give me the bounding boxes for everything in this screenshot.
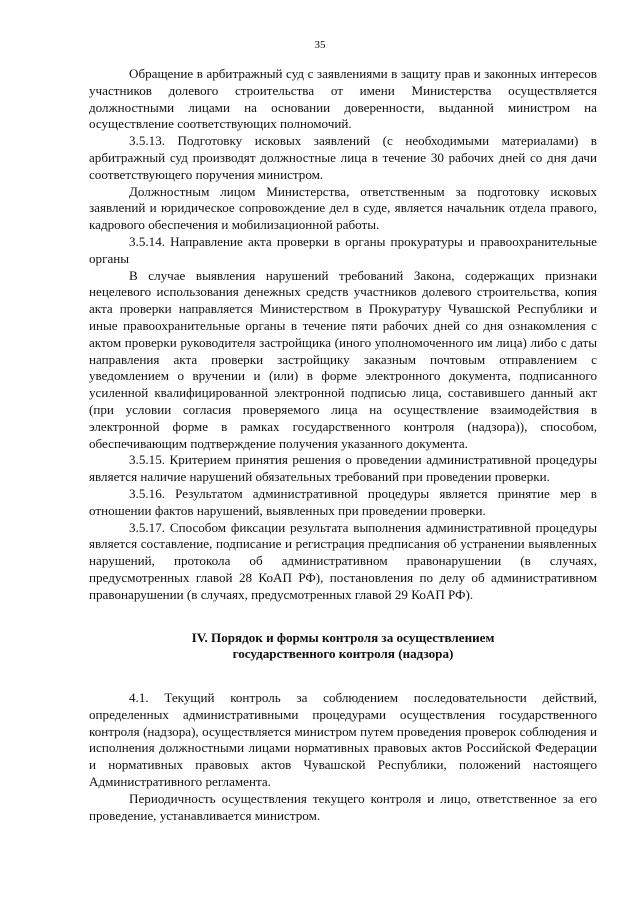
paragraph: Периодичность осуществления текущего контроля и лицо, ответственное за его проведение, устанавливается министром.	[89, 790, 597, 823]
section-title-line: IV. Порядок и формы контроля за осуществлением	[191, 629, 495, 645]
section-title	[89, 630, 597, 664]
paragraph: 3.5.15. Критерием принятия решения о проведении административной процедуры является наличие нарушений обязательных требований при проведении проверки.	[89, 452, 597, 485]
paragraph: Обращение в арбитражный суд с заявлениями в защиту прав и законных интересов участников долевого строительства от имени Министерства осуществляется должностными лицами на основании доверенности, выданной министром на осуществление соответствующих полномочий.	[89, 66, 597, 132]
document-body	[89, 66, 597, 824]
paragraph: 4.1. Текущий контроль за соблюдением последовательности действий, определенных административными процедурами осуществления государственного контроля (надзора), осуществляется министром путем проведения проверок соблюдения и исполнения должностными лицами нормативных правовых актов Российской Федерации и нормативных правовых актов Чувашской Республики, положений настоящего Административного регламента.	[89, 690, 597, 790]
paragraph: Должностным лицом Министерства, ответственным за подготовку исковых заявлений и юридическое сопровождение дел в суде, является начальник отдела правого, кадрового обеспечения и мобилизационной работы.	[89, 183, 597, 233]
paragraph: 3.5.16. Результатом административной процедуры является принятие мер в отношении фактов нарушений, выявленных при проведении проверки.	[89, 485, 597, 518]
page-number: 35	[314, 39, 326, 51]
paragraph: 3.5.17. Способом фиксации результата выполнения административной процедуры является составление, подписание и регистрация предписания об устранении выявленных нарушений, протокола об административном правонарушении (в случаях, предусмотренных главой 28 КоАП РФ), постановления по делу об административном правонарушении (в случаях, предусмотренных главой 29 КоАП РФ).	[89, 519, 597, 602]
section-title-line: государственного контроля (надзора)	[232, 646, 454, 662]
paragraph: 3.5.13. Подготовку исковых заявлений (с необходимыми материалами) в арбитражный суд производят должностные лица в течение 30 рабочих дней со дня дачи соответствующего поручения министром.	[89, 133, 597, 182]
paragraph: В случае выявления нарушений требований Закона, содержащих признаки нецелевого использования денежных средств участников долевого строительства, копия акта проверки направляется Министерством в Прокуратуру Чувашской Республики и иные правоохранительные органы в течение пяти рабочих дней со дня ознакомления с актом проверки руководителя застройщика (иного уполномоченного им лица) либо с даты направления акта проверки застройщику заказным почтовым отправлением с уведомлением о вручении и (или) в форме электронного документа, подписанного усиленной квалифицированной электронной подписью лица, составившего данный акт (при условии согласия проверяемого лица на осуществление взаимодействия в электронной форме в рамках государственного контроля (надзора)), способом, обеспечивающим подтверждение получения указанного документа.	[89, 267, 597, 451]
paragraph: 3.5.14. Направление акта проверки в органы прокуратуры и правоохранительные органы	[89, 233, 597, 266]
